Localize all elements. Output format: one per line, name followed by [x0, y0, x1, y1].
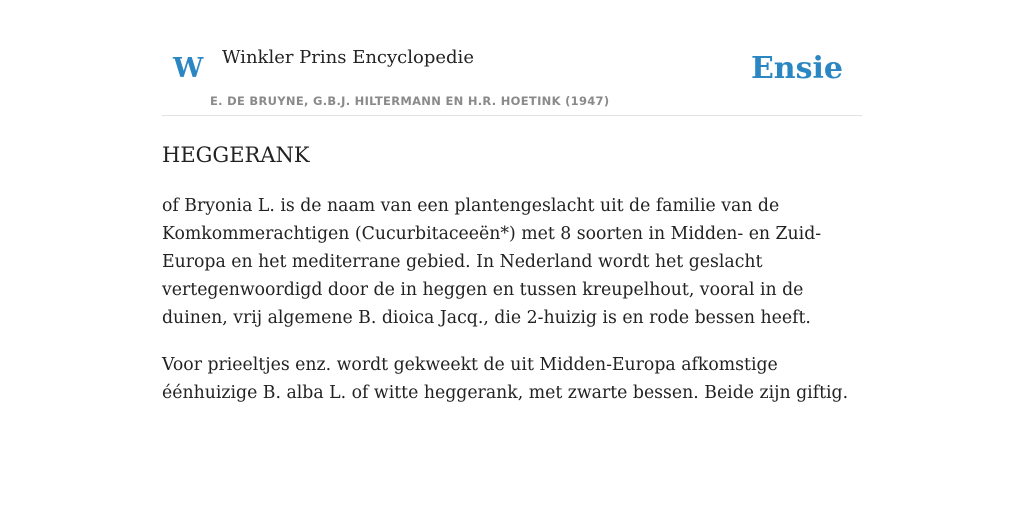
encyclopedia-logo[interactable]: W — [173, 53, 204, 84]
entry-body — [162, 192, 862, 426]
entry-title: HEGGERANK — [162, 143, 310, 167]
source-header — [162, 0, 862, 116]
ensie-logo-link[interactable]: Ensie — [750, 51, 843, 86]
source-title[interactable]: Winkler Prins Encyclopedie — [222, 47, 474, 68]
entry-paragraph: of Bryonia L. is de naam van een plantengeslacht uit de familie van de Komkommerachtigen (Cucurbitaceeën*) met 8 soorten in Midden- en Zuid-Europa en het mediterrane gebied. In Nederland wordt het geslacht vertegenwoordigd door de in heggen en tussen kreupelhout, vooral in de duinen, vrij algemene B. dioica Jacq., die 2-huizig is en rode bessen heeft. — [162, 196, 822, 328]
page-content — [162, 0, 862, 512]
source-authors: E. DE BRUYNE, G.B.J. HILTERMANN EN H.R. HOETINK (1947) — [210, 94, 610, 108]
entry-paragraph: Voor prieeltjes enz. wordt gekweekt de uit Midden-Europa afkomstige éénhuizige B. alba L. of witte heggerank, met zwarte bessen. Beide zijn giftig. — [162, 355, 849, 403]
